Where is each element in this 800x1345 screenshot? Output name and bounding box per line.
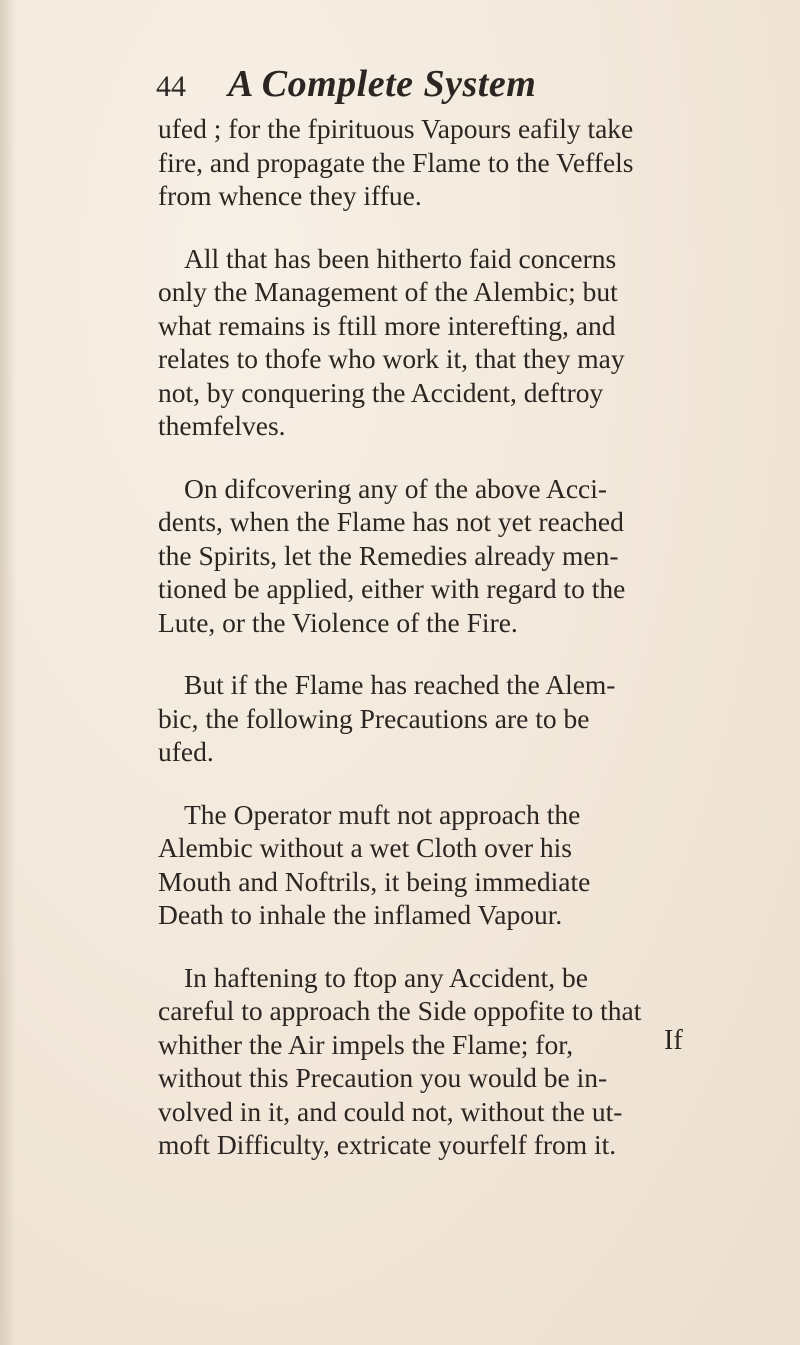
- paragraph: [158, 242, 738, 443]
- text-line: moft Difficulty, extricate yourfelf from it.: [158, 1129, 617, 1160]
- text-line: volved in it, and could not, without the ut-: [158, 1095, 623, 1127]
- text-line: from whence they iffue.: [158, 180, 422, 211]
- text-line: dents, when the Flame has not yet reached: [158, 506, 624, 537]
- text-line: fire, and propagate the Flame to the Veffels: [158, 146, 634, 178]
- text-line: without this Precaution you would be in-: [158, 1062, 608, 1093]
- text-line: Death to inhale the inflamed Vapour.: [158, 899, 563, 930]
- paragraph: [158, 472, 738, 640]
- text-line: Alembic without a wet Cloth over his: [158, 832, 572, 863]
- text-line: relates to thofe who work it, that they may: [158, 343, 625, 374]
- page-header: [156, 62, 716, 112]
- text-line: ufed.: [158, 736, 214, 767]
- page-edge-shadow: [0, 0, 16, 1345]
- text-line: what remains is ftill more interefting, and: [158, 309, 616, 341]
- text-line: themfelves.: [158, 410, 286, 441]
- text-line: careful to approach the Side oppofite to that: [158, 995, 642, 1026]
- text-line: the Spirits, let the Remedies already men-: [158, 539, 619, 571]
- catchword: If: [664, 1025, 683, 1056]
- text-line: Mouth and Noftrils, it being immediate: [158, 865, 591, 897]
- body-text: [158, 112, 738, 1191]
- text-line: bic, the following Precautions are to be: [158, 702, 590, 734]
- text-line: not, by conquering the Accident, deftroy: [158, 376, 604, 408]
- text-line: But if the Flame has reached the Alem-: [184, 669, 616, 700]
- paragraph: [158, 668, 738, 769]
- page-number: 44: [156, 70, 186, 103]
- text-line: On difcovering any of the above Acci-: [184, 472, 608, 504]
- paragraph: [158, 112, 738, 213]
- text-line: In haftening to ftop any Accident, be: [184, 961, 588, 993]
- text-line: All that has been hitherto faid concerns: [184, 242, 617, 274]
- text-line: only the Management of the Alembic; but: [158, 276, 618, 307]
- paragraph: [158, 961, 738, 1162]
- text-line: whither the Air impels the Flame; for,: [158, 1028, 574, 1060]
- text-line: The Operator muft not approach the: [184, 798, 581, 830]
- paragraph: [158, 798, 738, 932]
- text-line: tioned be applied, either with regard to the: [158, 573, 626, 604]
- running-title: A Complete System: [228, 63, 537, 105]
- text-line: Lute, or the Violence of the Fire.: [158, 606, 518, 638]
- text-line: ufed ; for the fpirituous Vapours eafily take: [158, 113, 634, 144]
